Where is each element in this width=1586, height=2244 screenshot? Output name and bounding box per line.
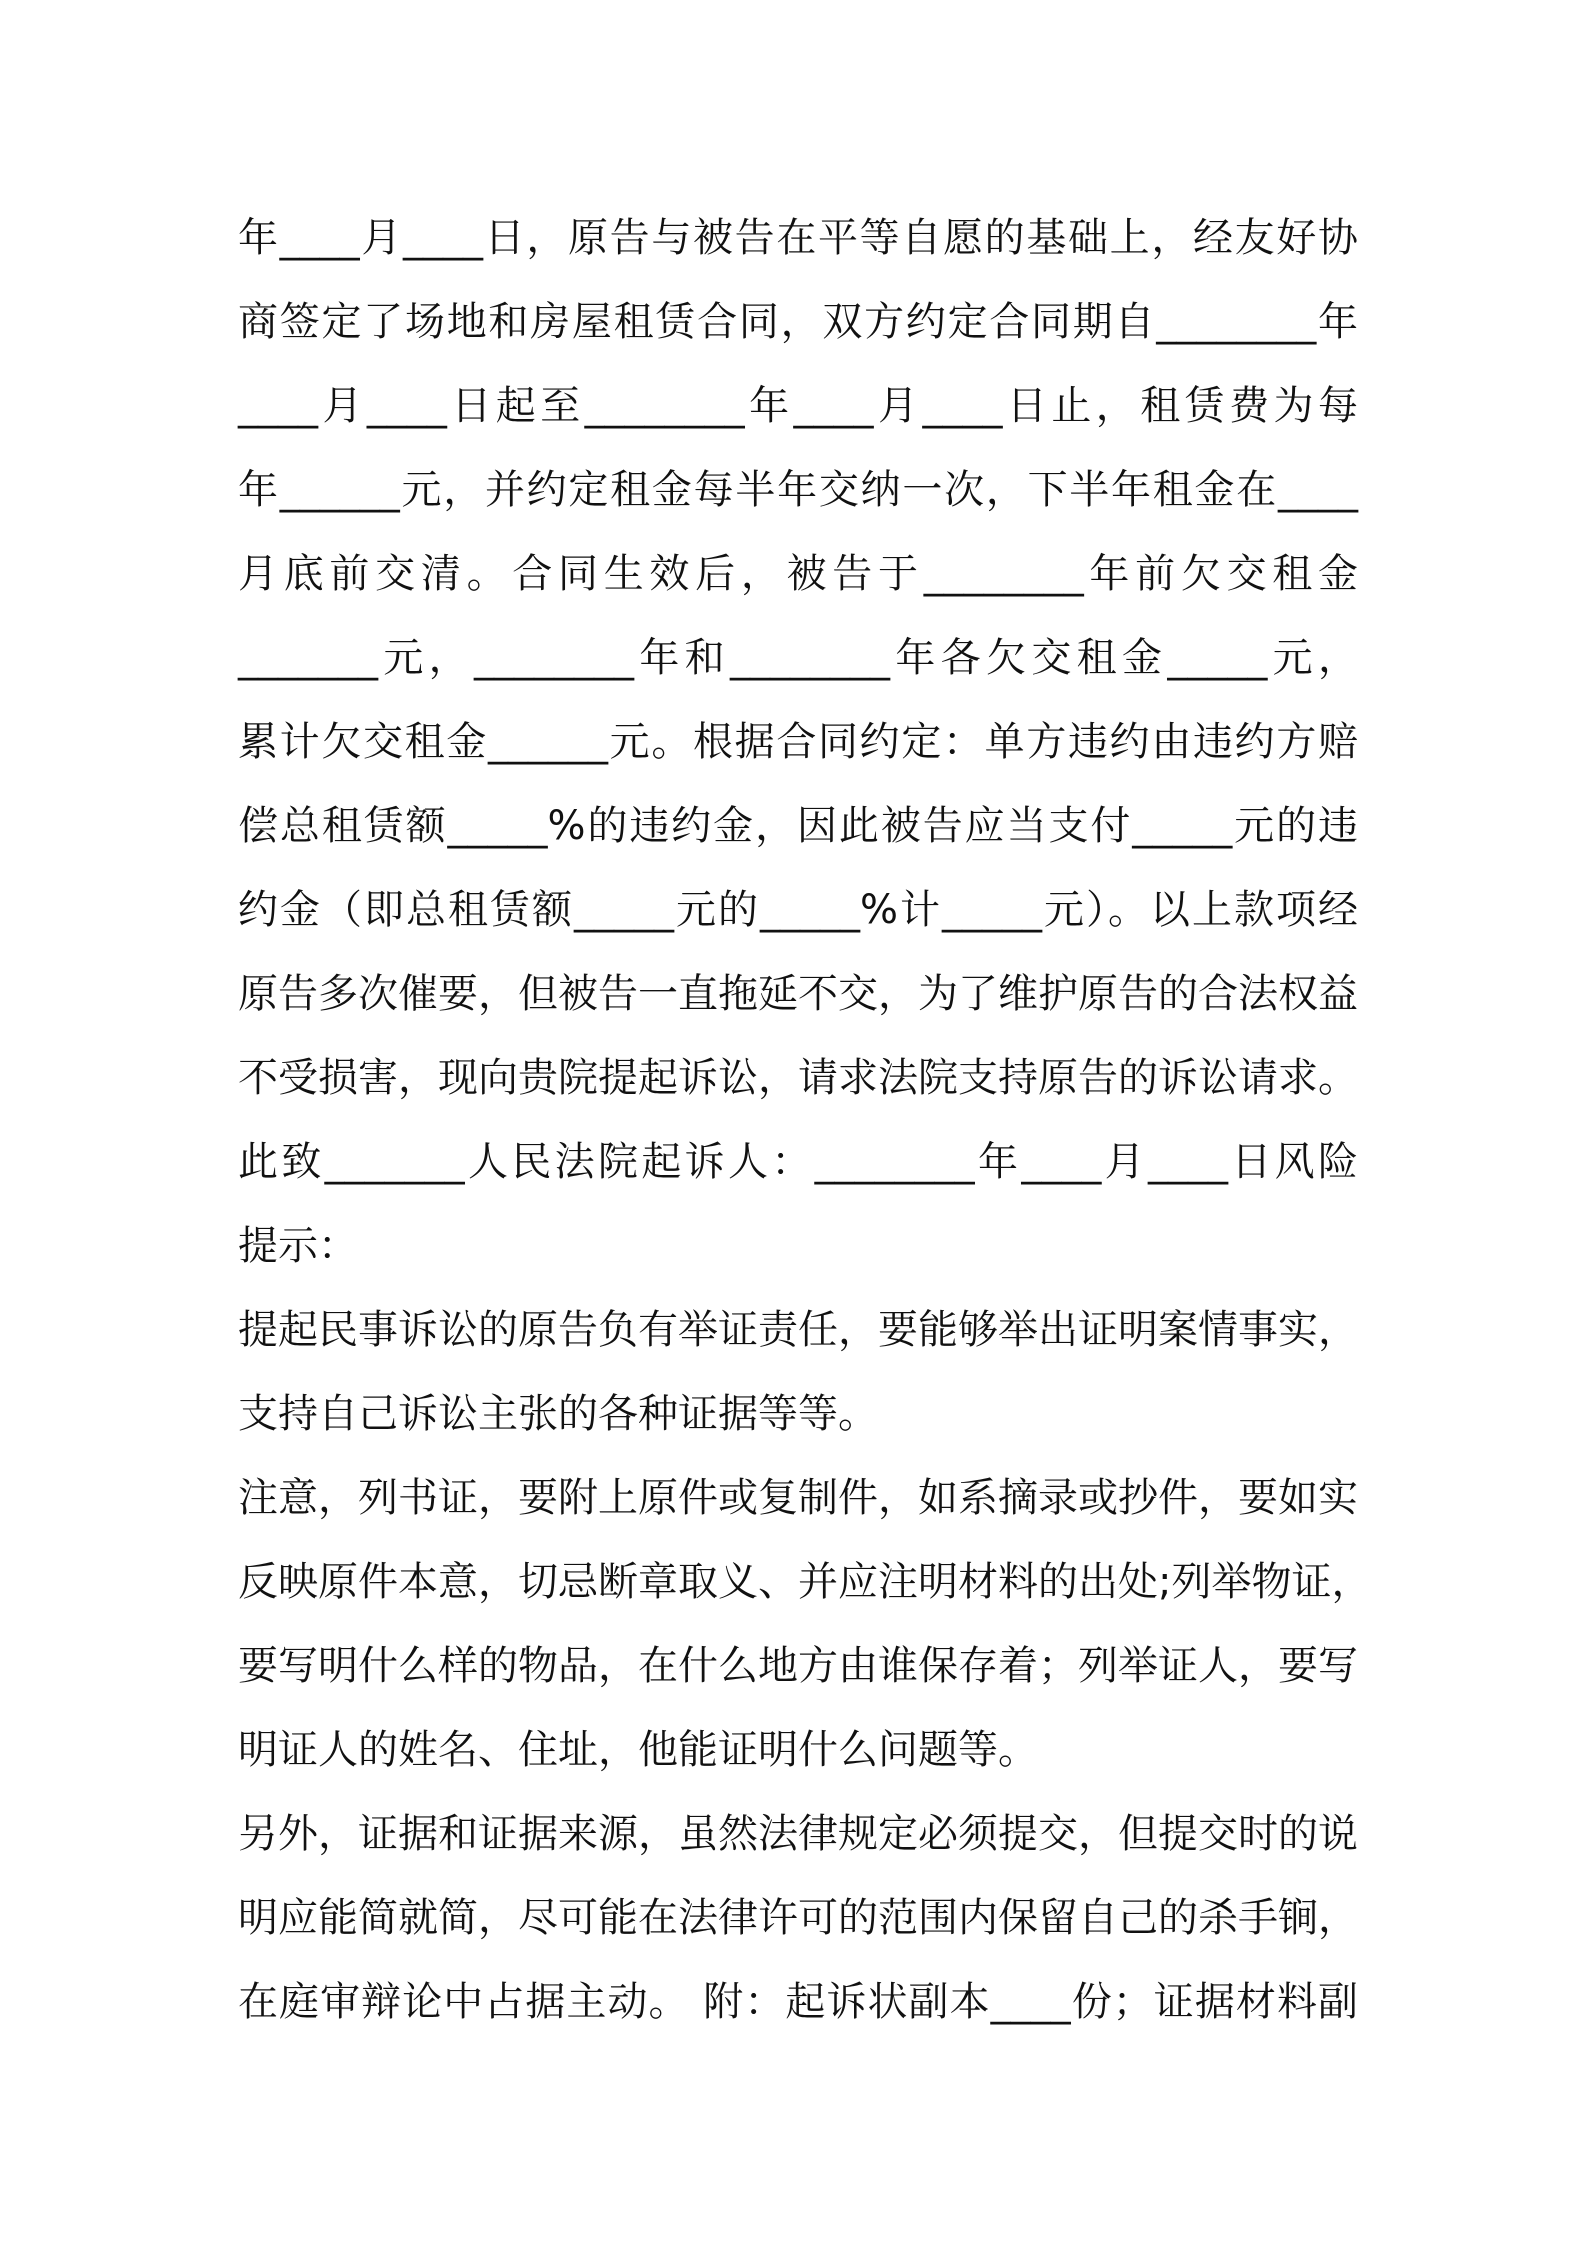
text-line: ____月____日起至________年____月____日止，租赁费为每 — [238, 383, 1358, 429]
text-line: 此致_______人民法院起诉人：________年____月____日风险 — [238, 1139, 1358, 1185]
text-line: 另外，证据和证据来源，虽然法律规定必须提交，但提交时的说 — [238, 1811, 1358, 1857]
body-text — [238, 196, 1372, 2044]
text-line: 明应能简就简，尽可能在法律许可的范围内保留自己的杀手锏， — [238, 1895, 1358, 1941]
text-line: 年______元，并约定租金每半年交纳一次，下半年租金在____ — [238, 467, 1358, 513]
text-line: 原告多次催要，但被告一直拖延不交，为了维护原告的合法权益 — [238, 971, 1358, 1017]
text-line: 提示： — [238, 1223, 358, 1269]
text-line: 反映原件本意，切忌断章取义、并应注明材料的出处;列举物证， — [238, 1559, 1372, 1605]
text-line: 注意，列书证，要附上原件或复制件，如系摘录或抄件，要如实 — [238, 1475, 1358, 1521]
text-line: 约金（即总租赁额_____元的_____%计_____元）。以上款项经 — [238, 887, 1358, 933]
text-line: 累计欠交租金______元。根据合同约定：单方违约由违约方赔 — [238, 719, 1358, 765]
text-line: 年____月____日，原告与被告在平等自愿的基础上，经友好协 — [238, 215, 1358, 261]
text-line: 不受损害，现向贵院提起诉讼，请求法院支持原告的诉讼请求。 — [238, 1055, 1358, 1101]
text-line: _______元，________年和________年各欠交租金_____元， — [238, 635, 1358, 681]
text-line: 支持自己诉讼主张的各种证据等等。 — [238, 1391, 878, 1437]
text-line: 明证人的姓名、住址，他能证明什么问题等。 — [238, 1727, 1038, 1773]
text-line: 商签定了场地和房屋租赁合同，双方约定合同期自________年 — [238, 299, 1358, 345]
text-line: 提起民事诉讼的原告负有举证责任，要能够举出证明案情事实， — [238, 1307, 1358, 1353]
text-line: 月底前交清。合同生效后，被告于________年前欠交租金 — [238, 551, 1358, 597]
text-line: 要写明什么样的物品，在什么地方由谁保存着；列举证人，要写 — [238, 1643, 1358, 1689]
text-line: 在庭审辩论中占据主动。 附：起诉状副本____份；证据材料副 — [238, 1979, 1358, 2025]
text-line: 偿总租赁额_____%的违约金，因此被告应当支付_____元的违 — [238, 803, 1358, 849]
